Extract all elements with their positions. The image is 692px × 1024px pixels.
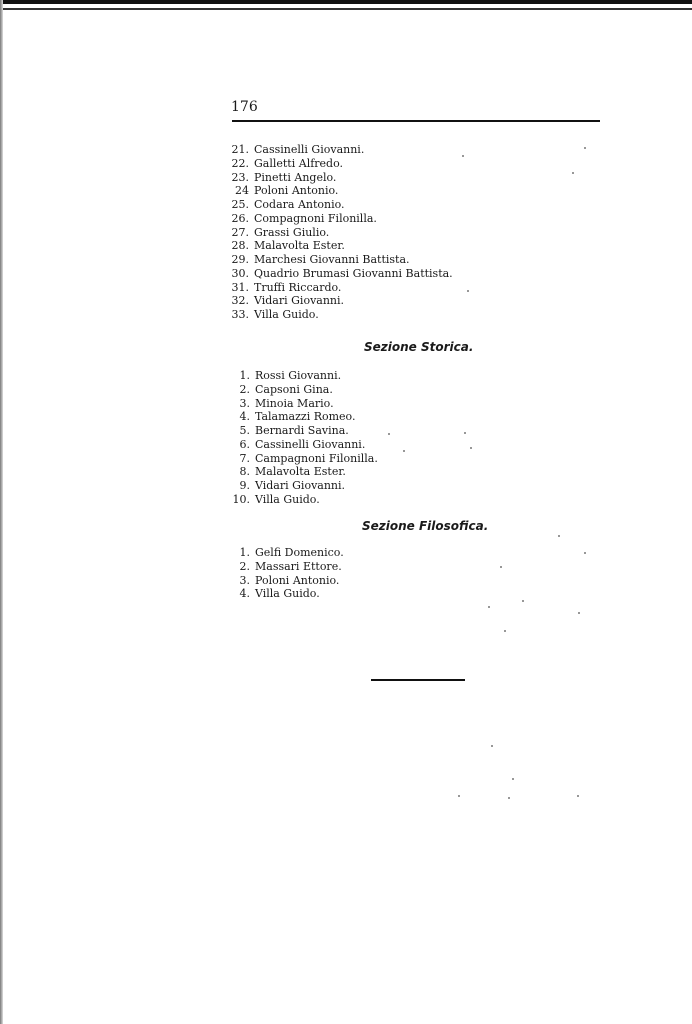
list-item	[231, 560, 344, 574]
list-item	[221, 281, 453, 295]
item-name: Marchesi Giovanni Battista.	[254, 253, 410, 266]
item-name: Galletti Alfredo.	[254, 156, 344, 170]
item-number: 4.	[239, 410, 250, 424]
item-number: 9.	[239, 479, 250, 492]
item-name: Vidari Giovanni.	[255, 479, 346, 492]
list-item	[231, 587, 344, 601]
list-item	[225, 383, 378, 397]
item-name: Talamazzi Romeo.	[255, 410, 356, 424]
top-border	[0, 0, 692, 10]
scan-speck	[388, 433, 390, 435]
item-number: 22.	[231, 156, 249, 170]
item-number: 3.	[239, 396, 250, 410]
scan-speck	[470, 447, 472, 449]
item-name: Villa Guido.	[255, 587, 320, 601]
scan-speck	[512, 778, 514, 780]
item-number: 23.	[231, 170, 249, 184]
list-item	[225, 438, 378, 452]
item-number: 2.	[239, 382, 250, 396]
item-name: Malavolta Ester.	[255, 465, 346, 479]
item-name: Gelfi Domenico.	[255, 546, 344, 559]
item-number: 24	[235, 184, 249, 198]
list-item	[225, 397, 378, 411]
section-title-storica: Sezione Storica.	[364, 340, 474, 354]
item-name: Compagnoni Filonilla.	[254, 211, 377, 225]
item-number: 4.	[239, 587, 250, 601]
item-number: 31.	[231, 280, 249, 294]
scan-speck	[584, 147, 586, 149]
scan-speck	[572, 172, 574, 174]
item-number: 32.	[231, 294, 249, 308]
list-item	[221, 212, 453, 226]
scan-speck	[458, 795, 460, 797]
item-name: Villa Guido.	[254, 308, 319, 321]
item-name: Minoia Mario.	[255, 396, 334, 410]
item-number: 27.	[231, 225, 249, 239]
item-number: 10.	[232, 492, 250, 506]
item-number: 28.	[231, 239, 249, 253]
list-item	[221, 294, 453, 308]
scan-speck	[578, 612, 580, 614]
item-name: Poloni Antonio.	[254, 184, 339, 198]
item-name: Massari Ettore.	[255, 559, 342, 573]
name-list-filosofica	[231, 546, 344, 601]
name-list-main	[221, 143, 453, 322]
scan-speck	[403, 450, 405, 452]
scan-speck	[508, 797, 510, 799]
list-item	[221, 184, 453, 198]
header-rule	[232, 120, 600, 122]
item-number: 3.	[239, 573, 250, 587]
item-name: Cassinelli Giovanni.	[254, 143, 365, 156]
list-item	[225, 369, 378, 383]
item-number: 21.	[231, 143, 249, 156]
name-list-storica	[225, 369, 378, 507]
item-number: 29.	[231, 253, 249, 266]
scan-speck	[522, 600, 524, 602]
item-number: 25.	[231, 198, 249, 211]
list-item	[221, 157, 453, 171]
item-name: Malavolta Ester.	[254, 239, 345, 253]
item-number: 2.	[239, 559, 250, 573]
scan-speck	[504, 630, 506, 632]
item-name: Poloni Antonio.	[255, 573, 340, 587]
item-number: 26.	[231, 211, 249, 225]
scan-speck	[467, 290, 469, 292]
end-rule	[371, 679, 465, 681]
list-item	[221, 253, 453, 267]
page-number: 176	[231, 99, 258, 115]
list-item	[225, 410, 378, 424]
item-number: 1.	[239, 369, 250, 382]
list-item	[225, 493, 378, 507]
page-left-edge	[0, 0, 3, 1024]
item-name: Grassi Giulio.	[254, 225, 330, 239]
scan-speck	[584, 552, 586, 554]
list-item	[231, 546, 344, 560]
item-name: Capsoni Gina.	[255, 382, 333, 396]
item-number: 8.	[239, 465, 250, 479]
list-item	[221, 171, 453, 185]
list-item	[231, 574, 344, 588]
list-item	[221, 226, 453, 240]
list-item	[225, 465, 378, 479]
list-item	[221, 198, 453, 212]
section-title-filosofica: Sezione Filosofica.	[362, 519, 489, 533]
item-number: 5.	[239, 424, 250, 437]
scan-speck	[488, 606, 490, 608]
item-name: Villa Guido.	[255, 492, 320, 506]
scan-speck	[577, 795, 579, 797]
scan-speck	[491, 745, 493, 747]
item-name: Rossi Giovanni.	[255, 369, 342, 382]
list-item	[221, 143, 453, 157]
list-item	[221, 267, 453, 281]
item-number: 33.	[231, 308, 249, 321]
list-item	[225, 479, 378, 493]
item-name: Bernardi Savina.	[255, 424, 349, 437]
list-item	[225, 424, 378, 438]
item-name: Codara Antonio.	[254, 198, 345, 211]
item-name: Campagnoni Filonilla.	[255, 451, 378, 465]
scan-speck	[462, 155, 464, 157]
item-name: Truffi Riccardo.	[254, 280, 342, 294]
item-number: 30.	[231, 266, 249, 280]
list-item	[221, 308, 453, 322]
item-name: Cassinelli Giovanni.	[255, 437, 366, 451]
item-number: 7.	[239, 451, 250, 465]
item-number: 6.	[239, 437, 250, 451]
scan-speck	[558, 535, 560, 537]
list-item	[225, 452, 378, 466]
item-name: Quadrio Brumasi Giovanni Battista.	[254, 266, 453, 280]
scan-speck	[464, 432, 466, 434]
scan-speck	[500, 566, 502, 568]
item-number: 1.	[239, 546, 250, 559]
item-name: Vidari Giovanni.	[254, 294, 345, 308]
list-item	[221, 239, 453, 253]
item-name: Pinetti Angelo.	[254, 170, 337, 184]
